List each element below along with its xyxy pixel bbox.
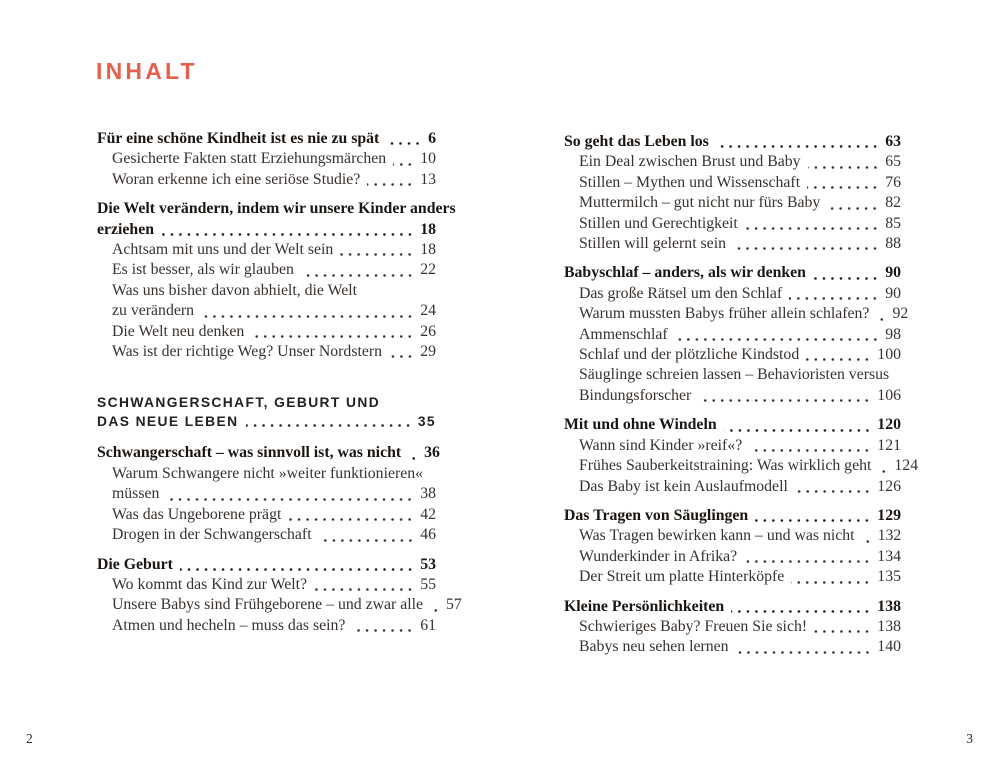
toc-entry	[97, 342, 436, 362]
toc-entry	[97, 464, 436, 484]
toc-entry-label: Achtsam mit uns und der Welt sein	[112, 241, 334, 259]
leader-dots	[795, 490, 871, 493]
toc-entry	[564, 436, 901, 456]
page-number-left: 2	[26, 731, 33, 746]
toc-entry-page: 138	[877, 617, 901, 635]
toc-entry-label: Wann sind Kinder »reif«?	[579, 436, 743, 454]
toc-entry-page: 85	[885, 214, 901, 232]
toc-entry-page: 36	[424, 444, 440, 462]
toc-entry-label: Die Welt neu denken	[112, 322, 245, 340]
toc-block	[564, 132, 901, 254]
toc-entry-page: 120	[877, 416, 901, 434]
toc-entry-page: 135	[877, 568, 901, 586]
toc-entry-label: Für eine schöne Kindheit ist es nie zu spät	[97, 130, 380, 147]
toc-entry-page: 18	[420, 220, 436, 238]
toc-entry	[564, 506, 901, 526]
toc-entry-label: Schlaf und der plötzliche Kindstod	[579, 346, 800, 364]
toc-entry	[97, 616, 436, 636]
toc-entry-label: Schwieriges Baby? Freuen Sie sich!	[579, 617, 808, 635]
toc-entry-label: Was uns bisher davon abhielt, die Welt	[112, 281, 358, 299]
toc-entry	[564, 637, 901, 657]
toc-entry	[564, 304, 909, 324]
toc-entry	[97, 443, 440, 463]
leader-dots	[246, 424, 412, 427]
toc-entry-label: zu verändern	[112, 302, 195, 320]
toc-entry-label: Stillen und Gerechtigkeit	[579, 214, 738, 232]
toc-entry	[97, 393, 436, 412]
leader-dots	[367, 183, 414, 186]
toc-entry-label: Mit und ohne Windeln	[564, 416, 717, 434]
page-number-right: 3	[966, 731, 973, 746]
toc-entry	[97, 525, 436, 545]
toc-entry-page: 90	[885, 284, 901, 302]
leader-dots	[813, 277, 879, 280]
toc-column-right	[564, 132, 919, 658]
toc-block	[564, 597, 901, 658]
toc-entry-page: 29	[420, 343, 436, 361]
toc-entry-label: Ammenschlaf	[579, 325, 668, 343]
leader-dots	[755, 519, 871, 522]
toc-entry-page: 26	[420, 322, 436, 340]
toc-entry-label: Der Streit um platte Hinterköpfe	[579, 568, 785, 586]
toc-entry	[564, 325, 901, 345]
toc-entry-page: 65	[885, 153, 901, 171]
toc-entry	[97, 199, 456, 219]
toc-block	[97, 129, 436, 190]
toc-entry	[97, 281, 436, 301]
toc-entry-page: 22	[420, 261, 436, 279]
toc-entry	[97, 170, 436, 190]
toc-entry-label: Das Tragen von Säuglingen	[564, 506, 749, 524]
toc-entry-page: 90	[885, 264, 901, 282]
toc-entry	[97, 412, 436, 431]
toc-entry-label: Kleine Persönlichkeiten	[564, 597, 725, 615]
leader-dots	[827, 207, 879, 210]
toc-entry	[564, 365, 901, 385]
toc-entry-page: 140	[877, 638, 901, 656]
toc-entry-label: Drogen in der Schwangerschaft	[112, 526, 312, 544]
toc-entry-label: So geht das Leben los	[564, 133, 709, 150]
toc-entry-label: Stillen – Mythen und Wissenschaft	[579, 173, 801, 191]
toc-entry	[97, 484, 436, 504]
leader-dots	[430, 609, 440, 612]
toc-entry-page: 13	[420, 170, 436, 188]
toc-entry-label: Wunderkinder in Afrika?	[579, 547, 738, 565]
leader-dots	[716, 145, 879, 148]
toc-entry	[97, 322, 436, 342]
leader-dots	[806, 358, 871, 361]
toc-entry-label: DAS NEUE LEBEN	[97, 414, 239, 430]
toc-entry-page: 18	[420, 241, 436, 259]
toc-entry-label: Babyschlaf – anders, als wir denken	[564, 264, 806, 282]
toc-entry	[564, 526, 901, 546]
leader-dots	[789, 297, 879, 300]
toc-entry	[97, 129, 436, 149]
toc-entry	[564, 386, 901, 406]
toc-entry-label: Ein Deal zwischen Brust und Baby	[579, 153, 801, 171]
toc-entry-page: 10	[420, 150, 436, 168]
toc-block	[97, 443, 440, 545]
toc-entry-label: Unsere Babys sind Frühgeborene – und zwar alle	[112, 596, 424, 614]
toc-entry-page: 129	[877, 506, 901, 524]
toc-entry-page: 98	[885, 325, 901, 343]
toc-entry	[97, 555, 436, 575]
toc-block	[564, 415, 919, 497]
toc-entry	[564, 456, 919, 476]
toc-block	[564, 506, 901, 588]
toc-part-block	[97, 393, 436, 431]
toc-entry	[564, 547, 901, 567]
toc-entry-label: Die Welt verändern, indem wir unsere Kinder anders	[97, 200, 456, 218]
toc-entry-label: Was Tragen bewirken kann – und was nicht	[579, 527, 855, 545]
toc-entry-label: müssen	[112, 485, 160, 503]
toc-column-left	[97, 129, 462, 636]
leader-dots	[251, 335, 414, 338]
toc-entry-page: 63	[885, 133, 901, 150]
leader-dots	[180, 568, 414, 571]
toc-entry	[97, 575, 436, 595]
toc-entry-page: 46	[420, 526, 436, 544]
toc-entry-label: Wo kommt das Kind zur Welt?	[112, 575, 308, 593]
leader-dots	[731, 610, 871, 613]
toc-entry	[564, 263, 901, 283]
toc-entry	[97, 240, 436, 260]
leader-dots	[352, 629, 414, 632]
leader-dots	[724, 429, 872, 432]
toc-entry-label: Die Geburt	[97, 555, 173, 573]
leader-dots	[744, 560, 871, 563]
toc-entry-label: Warum Schwangere nicht »weiter funktionieren«	[112, 464, 424, 482]
toc-title: INHALT	[96, 58, 198, 84]
leader-dots	[340, 253, 414, 256]
toc-entry-label: Es ist besser, als wir glauben	[112, 261, 294, 279]
toc-entry	[564, 567, 901, 587]
leader-dots	[314, 588, 414, 591]
toc-entry-page: 55	[420, 575, 436, 593]
toc-entry-page: 126	[877, 477, 901, 495]
leader-dots	[201, 315, 414, 318]
toc-entry	[564, 284, 901, 304]
leader-dots	[386, 142, 422, 145]
toc-entry	[564, 597, 901, 617]
toc-entry-page: 106	[877, 386, 901, 404]
toc-entry-label: Das Baby ist kein Auslaufmodell	[579, 477, 788, 495]
toc-entry	[564, 345, 901, 365]
leader-dots	[166, 498, 414, 501]
leader-dots	[675, 338, 880, 341]
toc-entry-page: 132	[877, 527, 902, 545]
toc-entry	[564, 617, 901, 637]
toc-entry-page: 88	[885, 235, 901, 253]
toc-entry-label: Säuglinge schreien lassen – Behavioristen versus	[579, 366, 890, 384]
toc-entry-page: 24	[420, 302, 436, 320]
toc-entry	[564, 477, 901, 497]
leader-dots	[745, 227, 879, 230]
toc-entry-label: Atmen und hecheln – muss das sein?	[112, 616, 346, 634]
leader-dots	[749, 449, 871, 452]
toc-entry	[97, 505, 436, 525]
toc-entry	[564, 234, 901, 254]
toc-entry-page: 6	[428, 130, 436, 147]
toc-entry-label: Frühes Sauberkeitstraining: Was wirklich geht	[579, 457, 872, 475]
toc-entry-label: Schwangerschaft – was sinnvoll ist, was nicht	[97, 444, 402, 462]
toc-entry	[97, 260, 436, 280]
toc-entry-page: 92	[892, 305, 909, 323]
toc-entry-page: 124	[894, 457, 919, 475]
toc-entry	[564, 214, 901, 234]
toc-entry	[564, 173, 901, 193]
leader-dots	[698, 399, 871, 402]
leader-dots	[876, 318, 886, 321]
toc-entry-label: Bindungsforscher	[579, 386, 692, 404]
toc-entry-label: Das große Rätsel um den Schlaf	[579, 284, 783, 302]
leader-dots	[814, 630, 871, 633]
toc-entry-page: 138	[877, 597, 901, 615]
leader-dots	[161, 233, 414, 236]
leader-dots	[393, 163, 414, 166]
leader-dots	[288, 518, 414, 521]
toc-entry	[97, 301, 436, 321]
leader-dots	[862, 540, 872, 543]
leader-dots	[319, 539, 415, 542]
toc-entry-label: Gesicherte Fakten statt Erziehungsmärchen	[112, 150, 387, 168]
toc-entry-page: 57	[446, 596, 462, 614]
toc-entry-page: 38	[420, 485, 436, 503]
leader-dots	[301, 274, 414, 277]
toc-block	[97, 555, 462, 637]
leader-dots	[807, 186, 879, 189]
leader-dots	[791, 581, 871, 584]
toc-entry	[97, 220, 436, 240]
toc-entry	[564, 152, 901, 172]
leader-dots	[736, 651, 872, 654]
toc-entry-label: erziehen	[97, 220, 155, 238]
toc-entry	[564, 415, 901, 435]
toc-entry-page: 82	[885, 194, 901, 212]
toc-entry	[564, 132, 901, 152]
leader-dots	[389, 355, 414, 358]
toc-entry	[97, 595, 462, 615]
toc-entry-page: 35	[417, 414, 436, 430]
toc-entry-page: 134	[877, 547, 901, 565]
toc-block	[97, 199, 456, 362]
toc-entry-label: Was das Ungeborene prägt	[112, 505, 282, 523]
leader-dots	[878, 470, 888, 473]
toc-entry-page: 100	[877, 346, 901, 364]
leader-dots	[408, 457, 418, 460]
toc-entry-page: 53	[420, 555, 436, 573]
leader-dots	[733, 247, 879, 250]
toc-entry-label: Woran erkenne ich eine seriöse Studie?	[112, 170, 361, 188]
toc-entry-page: 76	[885, 173, 901, 191]
toc-entry-page: 121	[877, 436, 901, 454]
toc-entry	[564, 193, 901, 213]
toc-entry-label: Muttermilch – gut nicht nur fürs Baby	[579, 194, 821, 212]
leader-dots	[808, 166, 880, 169]
toc-block	[564, 263, 909, 406]
toc-entry-label: Warum mussten Babys früher allein schlafen?	[579, 305, 870, 323]
toc-entry-label: Babys neu sehen lernen	[579, 638, 729, 656]
toc-entry-page: 42	[420, 505, 436, 523]
toc-entry-page: 61	[420, 616, 436, 634]
toc-entry	[97, 149, 436, 169]
toc-entry-label: Was ist der richtige Weg? Unser Nordstern	[112, 343, 383, 361]
toc-entry-label: Stillen will gelernt sein	[579, 235, 726, 253]
toc-entry-label: SCHWANGERSCHAFT, GEBURT UND	[97, 395, 381, 411]
